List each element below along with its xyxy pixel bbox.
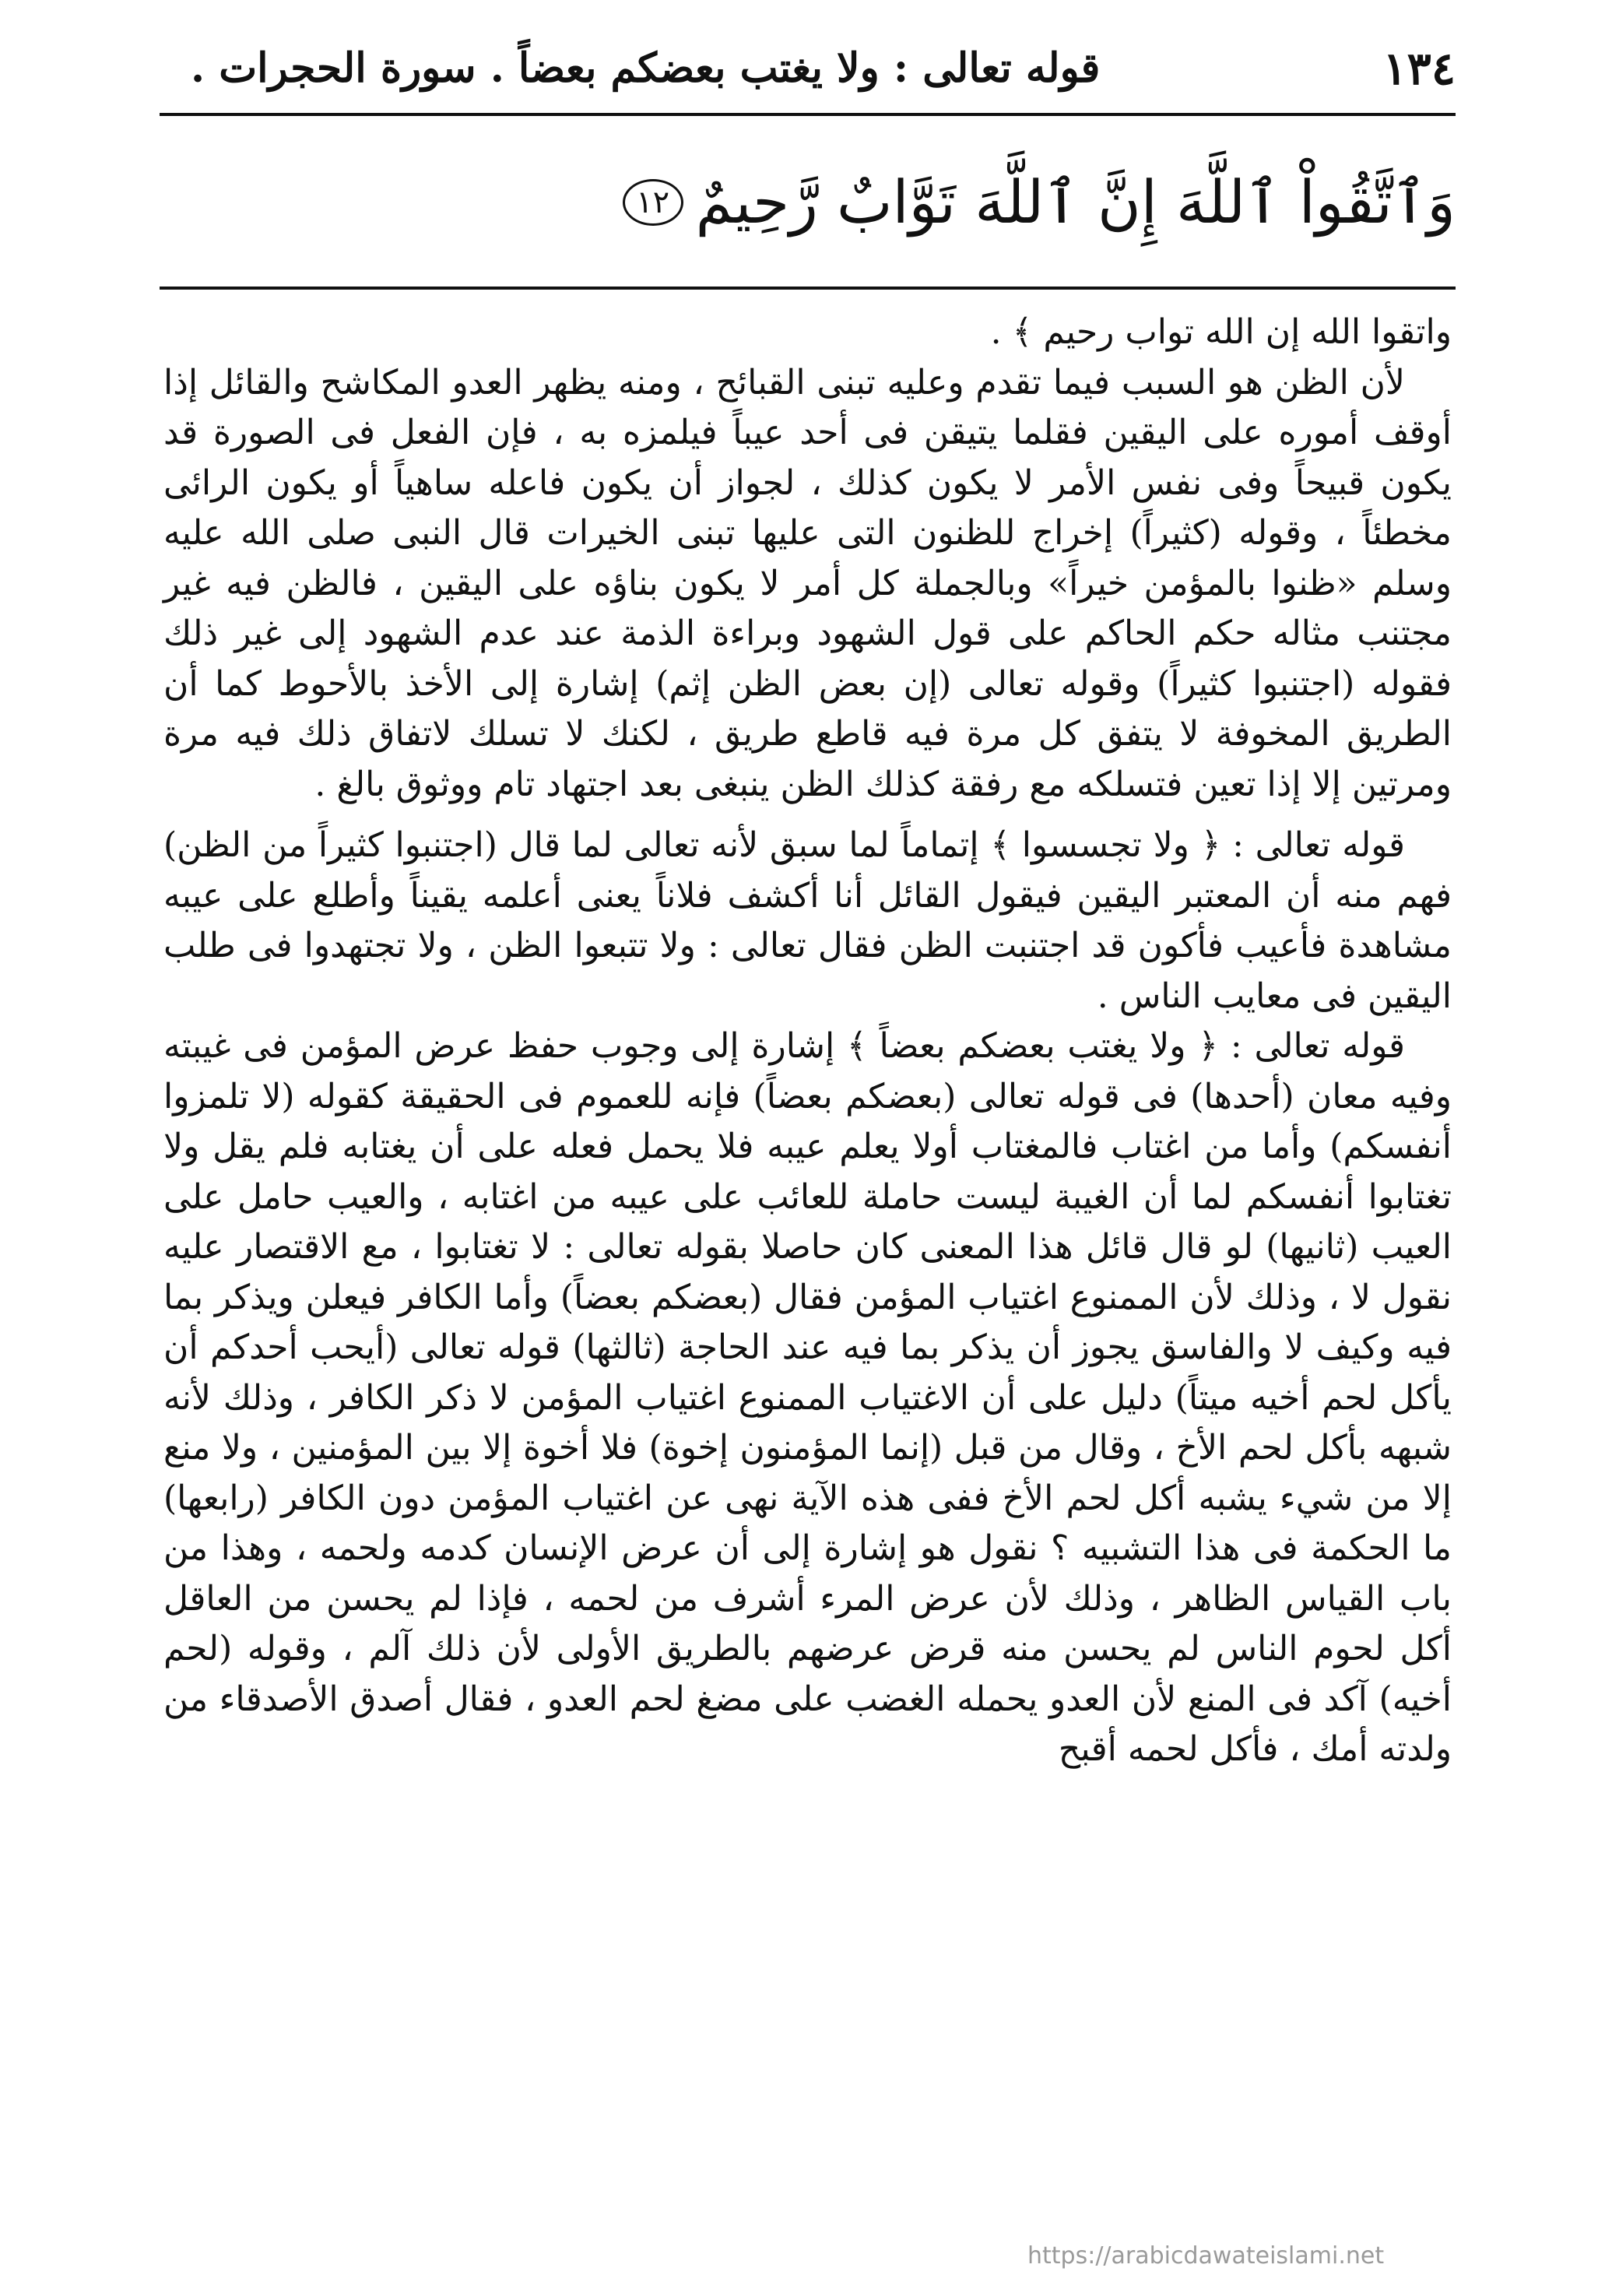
- quran-verse: [160, 136, 1456, 269]
- page-header: [160, 31, 1456, 105]
- commentary-body: [163, 308, 1452, 1775]
- verse-rule: [160, 287, 1456, 290]
- paragraph-suspicion: لأن الظن هو السبب فيما تقدم وعليه تبنى القبائح ، ومنه يظهر العدو المكاشح والقائل إذا أوقف أموره على اليقين فقلما يتيقن فى أحد عيباً فيلمزه به ، فإن الفعل فى الصورة قد يكون قبيحاً وفى نفس الأمر لا يكون كذلك ، لجواز أن يكون فاعله ساهياً أو يكون الرائى مخطئاً ، وقوله (كثيراً) إخراج للظنون التى عليها تبنى الخيرات قال النبى صلى الله عليه وسلم «ظنوا بالمؤمن خيراً» وبالجملة كل أمر لا يكون بناؤه على اليقين ، فالظن فيه غير مجتنب مثاله حكم الحاكم على قول الشهود وبراءة الذمة عند عدم الشهود إلى غير ذلك فقوله (اجتنبوا كثيراً) وقوله تعالى (إن بعض الظن إثم) إشارة إلى الأخذ بالأحوط كما أن الطريق المخوفة لا يتفق كل مرة فيه قاطع طريق ، لكنك لا تسلك لاتفاق ذلك فيه مرة ومرتين إلا إذا تعين فتسلكه مع رفقة كذلك الظن ينبغى بعد اجتهاد تام ووثوق بالغ .: [163, 362, 1452, 804]
- page-number: ١٣٤: [1382, 41, 1456, 95]
- source-watermark: https://arabicdawateislami.net: [1027, 2242, 1385, 2270]
- paragraph-spying: قوله تعالى : ﴿ ولا تجسسوا ﴾ إتماماً لما سبق لأنه تعالى لما قال (اجتنبوا كثيراً من الظن) فهم منه أن المعتبر اليقين فيقول القائل أنا أكشف فلاناً يعنى أعلمه يقيناً وأطلع على عيبه مشاهدة فأعيب فأكون قد اجتنبت الظن فقال تعالى : ولا تتبعوا الظن ، ولا تجتهدوا فى طلب اليقين فى معايب الناس .: [163, 825, 1452, 1016]
- verse-number-marker: ١٢: [623, 179, 683, 226]
- paragraph-gap: [163, 810, 1452, 821]
- verse-text: وَٱتَّقُواْ ٱللَّهَ إِنَّ ٱللَّهَ تَوَّابٌ رَّحِيمٌ: [695, 167, 1456, 237]
- paragraph-backbiting: قوله تعالى : ﴿ ولا يغتب بعضكم بعضاً ﴾ إشارة إلى وجوب حفظ عرض المؤمن فى غيبته وفيه معان (أحدها) فى قوله تعالى (بعضكم بعضاً) فإنه للعموم فى الحقيقة كقوله (لا تلمزوا أنفسكم) وأما من اغتاب فالمغتاب أولا يعلم عيبه فلا يحمل فعله على أن يغتابه فلم يقل ولا تغتابوا أنفسكم لما أن الغيبة ليست حاملة للعائب على عيبه من اغتابه ، والعيب حامل على العيب (ثانيها) لو قال قائل هذا المعنى كان حاصلا بقوله تعالى : لا تغتابوا ، مع الاقتصار عليه نقول لا ، وذلك لأن الممنوع اغتياب المؤمن فقال (بعضكم بعضاً) وأما الكافر فيعلن ويذكر بما فيه وكيف لا والفاسق يجوز أن يذكر بما فيه عند الحاجة (ثالثها) قوله تعالى (أيحب أحدكم أن يأكل لحم أخيه ميتاً) دليل على أن الاغتياب الممنوع اغتياب المؤمن لا ذكر الكافر ، وذلك لأنه شبهه بأكل لحم الأخ ، وقال من قبل (إنما المؤمنون إخوة) فلا أخوة إلا بين المؤمنين ، ولا منع إلا من شيء يشبه أكل لحم الأخ ففى هذه الآية نهى عن اغتياب المؤمن دون الكافر (رابعها) ما الحكمة فى هذا التشبيه ؟ نقول هو إشارة إلى أن عرض الإنسان كدمه ولحمه ، وهذا من باب القياس الظاهر ، وذلك لأن عرض المرء أشرف من لحمه ، فإذا لم يحسن من العاقل أكل لحوم الناس لم يحسن منه قرض عرضهم بالطريق الأولى لأن ذلك آلم ، وقوله (لحم أخيه) آكد فى المنع لأن العدو يحمله الغضب على مضغ لحم العدو ، فقال أصدق الأصدقاء من ولدته أمك ، فأكل لحمه أقبح: [163, 1026, 1452, 1769]
- paragraph-verse-quote: واتقوا الله إن الله تواب رحيم ﴾ .: [990, 312, 1452, 352]
- running-title: قوله تعالى : ولا يغتب بعضكم بعضاً . سورة الحجرات .: [191, 44, 1101, 92]
- header-rule: [160, 113, 1456, 116]
